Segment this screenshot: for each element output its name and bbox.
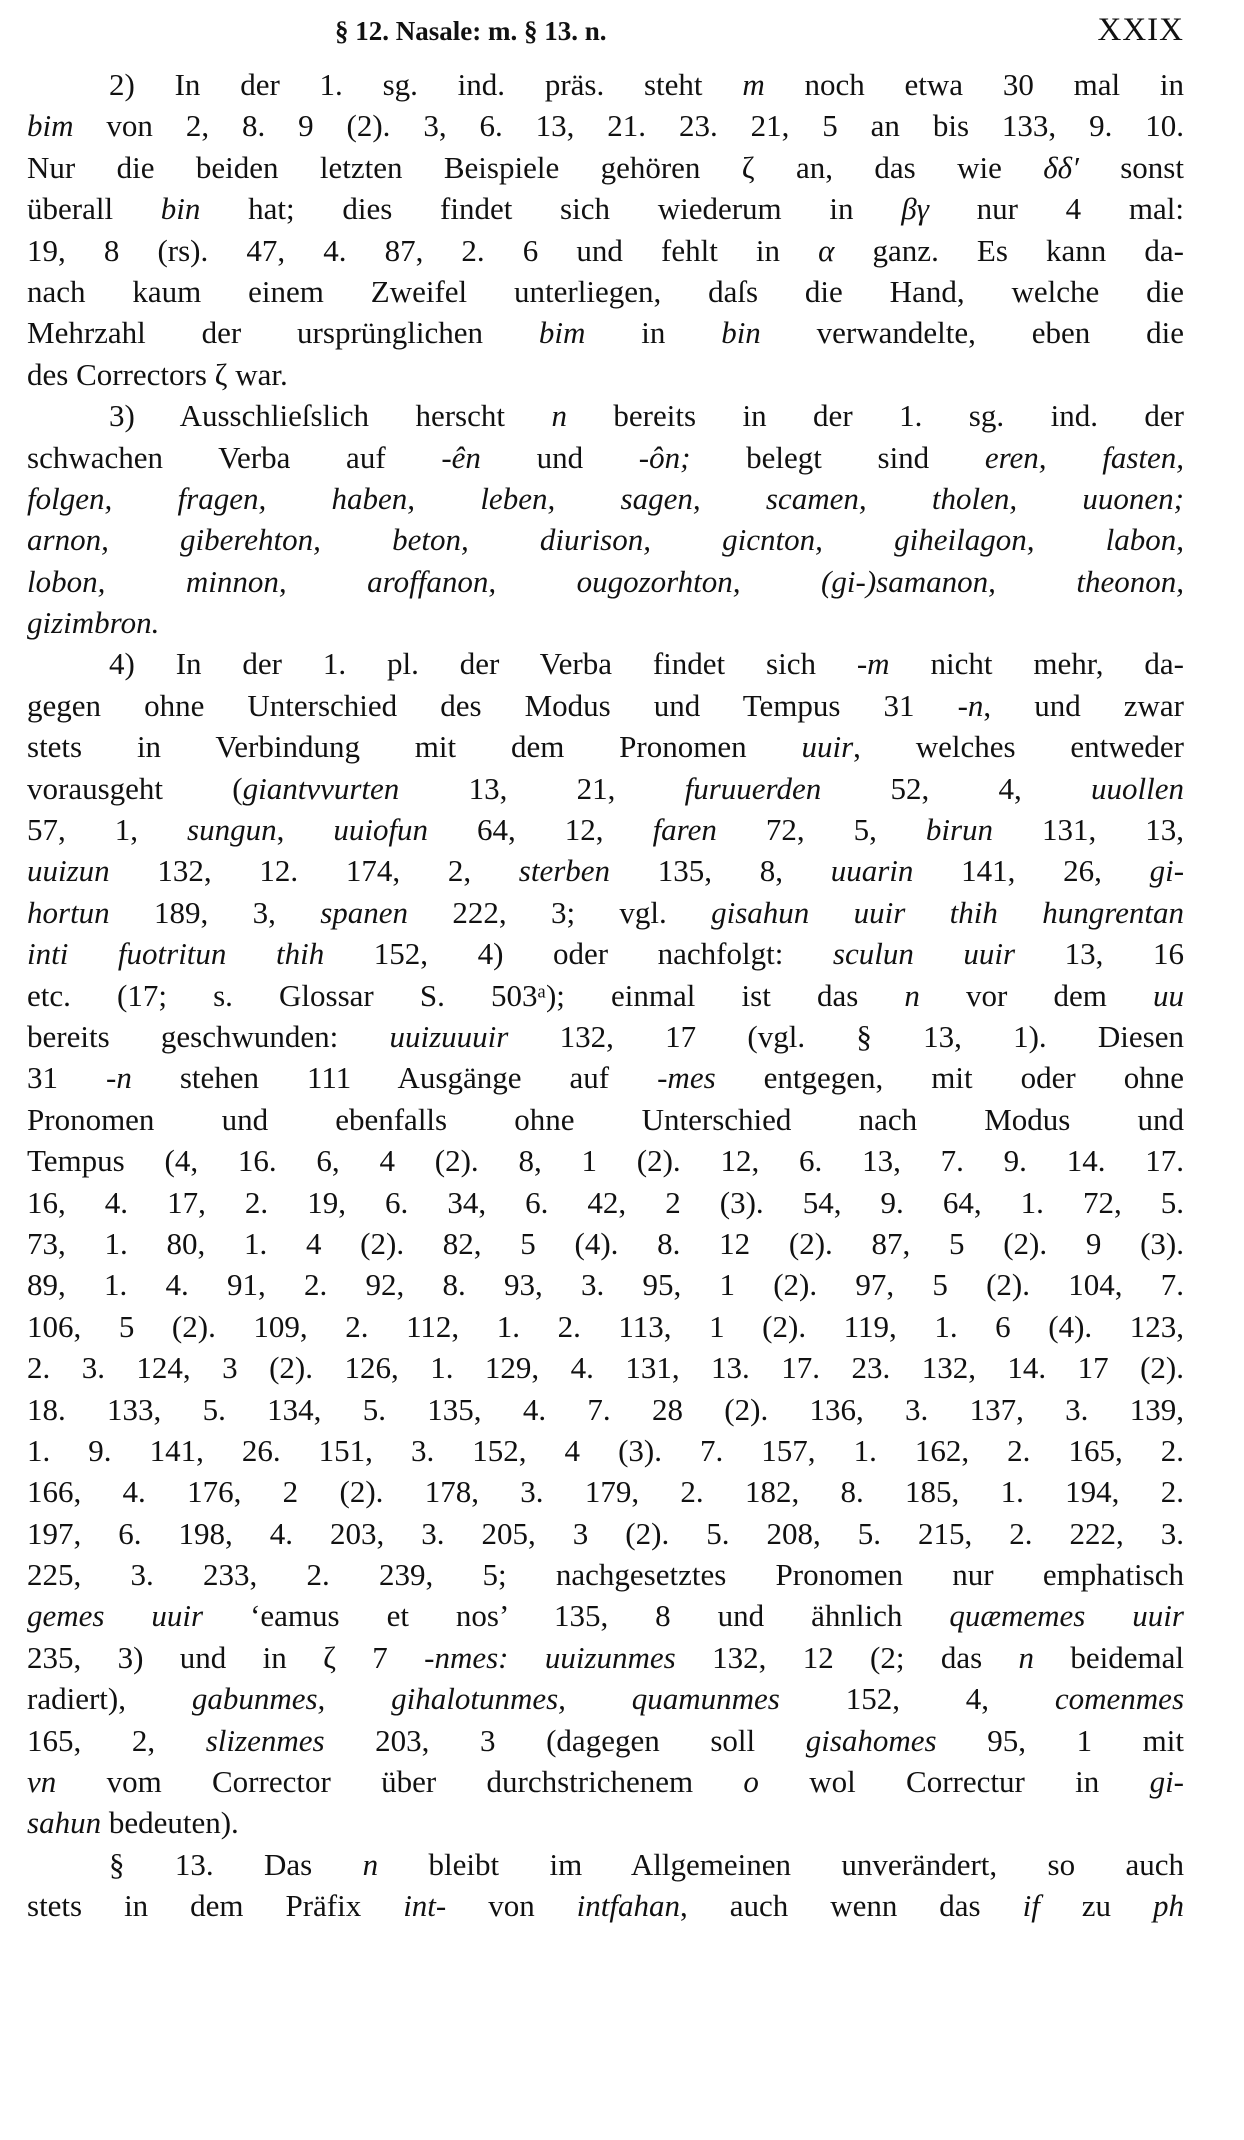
italic-term: uuiofun	[333, 812, 429, 848]
italic-term: o	[743, 1764, 759, 1800]
italic-term: birun	[925, 812, 994, 848]
text-run: beidemal	[1034, 1639, 1184, 1675]
italic-term: n	[551, 398, 567, 434]
text-run: 18. 133, 5. 134, 5. 135, 4. 7. 28 (2). 136, 3. 137, 3. 139,	[27, 1391, 1184, 1427]
text-line	[27, 1637, 1184, 1678]
italic-term: if	[1022, 1888, 1040, 1924]
text-run: 166, 4. 176, 2 (2). 178, 3. 179, 2. 182, 8. 185, 1. 194, 2.	[27, 1474, 1184, 1510]
italic-term: -m	[856, 646, 890, 682]
italic-term: eren, fasten,	[984, 439, 1185, 475]
text-line	[27, 1430, 1184, 1471]
italic-term: uuir	[801, 729, 854, 765]
text-run: § 13. Das	[109, 1846, 363, 1882]
text-run: Tempus (4, 16. 6, 4 (2). 8, 1 (2). 12, 6. 13, 7. 9. 14. 17.	[27, 1143, 1184, 1179]
italic-term: sahun	[27, 1805, 102, 1841]
text-run: 189, 3,	[109, 894, 321, 930]
text-run: 132, 12 (2; das	[675, 1639, 1019, 1675]
italic-term: spanen	[320, 894, 409, 930]
text-run: stets in Verbindung mit dem Pronomen	[27, 729, 802, 765]
text-line	[27, 1347, 1184, 1388]
text-line	[27, 1223, 1184, 1264]
text-run: 19, 8 (rs). 47, 4. 87, 2. 6 und fehlt in	[27, 232, 819, 268]
text-run: 64, 12,	[428, 812, 653, 848]
italic-term: hortun	[27, 894, 110, 930]
italic-term: uuizun	[27, 853, 110, 889]
text-line	[27, 561, 1184, 602]
text-run: entgegen, mit oder ohne	[715, 1060, 1184, 1096]
text-line	[27, 1140, 1184, 1181]
text-line	[27, 519, 1184, 560]
text-run: 141, 26,	[913, 853, 1150, 889]
body-text	[27, 64, 1184, 1927]
text-run: gegen ohne Unterschied des Modus und Tempus 31	[27, 687, 958, 723]
italic-term: bim	[538, 315, 586, 351]
italic-term: -nmes:	[424, 1639, 509, 1675]
text-line	[27, 354, 1184, 395]
italic-term: n	[362, 1846, 379, 1882]
italic-term: int-	[403, 1888, 447, 1924]
text-run: vorausgeht (	[27, 770, 243, 806]
text-run: von 2, 8. 9 (2). 3, 6. 13, 21. 23. 21, 5 an bis 133, 9. 10.	[73, 108, 1184, 144]
italic-term: δδ′	[1043, 149, 1079, 185]
italic-term: n	[904, 977, 920, 1013]
text-line	[27, 437, 1184, 478]
text-run: ,	[276, 812, 334, 848]
running-title: § 12. Nasale: m. § 13. n.	[335, 16, 607, 46]
text-run: , und zwar	[983, 687, 1185, 723]
text-run: von	[446, 1888, 577, 1924]
italic-term: furuuerden	[684, 770, 822, 806]
text-line	[27, 1389, 1184, 1430]
text-run: radiert),	[27, 1681, 192, 1717]
text-run: 131, 13,	[993, 812, 1185, 848]
text-run: sonst	[1078, 149, 1184, 185]
italic-term: sculun uuir	[832, 936, 1016, 972]
text-run: 235, 3) und in ζ 7	[27, 1639, 425, 1675]
text-line	[27, 312, 1184, 353]
text-line	[27, 1761, 1184, 1802]
italic-term: -n	[957, 687, 984, 723]
text-line	[27, 643, 1184, 684]
italic-term: -ôn;	[638, 439, 691, 475]
text-run: stehen 111 Ausgänge auf	[131, 1060, 658, 1096]
text-line	[27, 1844, 1184, 1885]
text-run: 95, 1 mit	[936, 1722, 1185, 1758]
text-line	[27, 64, 1184, 105]
italic-term: α	[818, 232, 835, 268]
text-line	[27, 1471, 1184, 1512]
italic-term: gi-	[1149, 1764, 1184, 1800]
text-line	[27, 1678, 1184, 1719]
text-line	[27, 809, 1184, 850]
text-run: belegt sind	[690, 439, 985, 475]
italic-term: arnon, giberehton, beton, diurison, gicnton, giheilagon, labon,	[27, 522, 1184, 558]
text-line	[27, 1554, 1184, 1595]
text-run: , auch wenn das	[680, 1888, 1023, 1924]
text-run: 4) In der 1. pl. der Verba findet sich	[109, 646, 857, 682]
text-run: hat; dies findet sich wiederum in	[200, 191, 902, 227]
italic-term: gisahomes	[805, 1722, 937, 1758]
italic-term: -ên	[441, 439, 481, 475]
text-run: 165, 2,	[27, 1722, 206, 1758]
italic-term: n	[1018, 1639, 1035, 1675]
text-run: in	[585, 315, 722, 351]
text-line	[27, 933, 1184, 974]
text-run: 2. 3. 124, 3 (2). 126, 1. 129, 4. 131, 13. 17. 23. 132, 14. 17 (2).	[27, 1350, 1184, 1386]
text-line	[27, 1802, 1184, 1843]
text-run: 152, 4) oder nachfolgt:	[324, 936, 833, 972]
text-line	[27, 395, 1184, 436]
text-line	[27, 1720, 1184, 1761]
text-run: 197, 6. 198, 4. 203, 3. 205, 3 (2). 5. 208, 5. 215, 2. 222, 3.	[27, 1515, 1184, 1551]
italic-term: gizimbron.	[27, 605, 160, 641]
italic-term: lobon, minnon, aroffanon, ougozorhton, (gi-)samanon, theonon,	[27, 563, 1184, 599]
text-line	[27, 892, 1184, 933]
text-run: vor dem	[919, 977, 1153, 1013]
italic-term: folgen, fragen, haben, leben, sagen, scamen, tholen, uuonen;	[27, 480, 1184, 516]
text-run: nur 4 mal:	[928, 191, 1185, 227]
italic-term: slizenmes	[205, 1722, 325, 1758]
text-run: 3) Ausschlieſslich herscht	[109, 398, 552, 434]
text-line	[27, 602, 1184, 643]
italic-term: bin	[721, 315, 761, 351]
text-line	[27, 685, 1184, 726]
text-run: stets in dem Präfix	[27, 1888, 404, 1924]
text-line	[27, 478, 1184, 519]
text-line	[27, 1057, 1184, 1098]
italic-term: -n	[106, 1060, 132, 1096]
text-run: 222, 3; vgl.	[408, 894, 712, 930]
italic-term: intfahan	[576, 1888, 681, 1924]
text-run: bedeuten).	[101, 1805, 239, 1841]
text-run: ganz. Es kann da-	[834, 232, 1184, 268]
text-line	[27, 1885, 1184, 1926]
text-run: 57, 1,	[27, 812, 187, 848]
text-line	[27, 188, 1184, 229]
text-run: 132, 12. 174, 2,	[109, 853, 519, 889]
text-run: bereits geschwunden:	[27, 1018, 390, 1054]
italic-term: gabunmes, gihalotunmes, quamunmes	[191, 1681, 780, 1717]
text-line	[27, 1595, 1184, 1636]
text-run: nicht mehr, da-	[889, 646, 1184, 682]
text-run: und	[480, 439, 639, 475]
text-run: des Correctors ζ war.	[27, 356, 288, 392]
running-header	[0, 10, 1244, 54]
italic-term: -mes	[657, 1060, 716, 1096]
italic-term: faren	[652, 812, 717, 848]
italic-term: uuollen	[1091, 770, 1184, 806]
text-run: 2) In der 1. sg. ind. präs. steht	[109, 67, 743, 102]
text-run: verwandelte, eben die	[760, 315, 1184, 351]
text-run: 13, 16	[1015, 936, 1184, 972]
text-run: Mehrzahl der ursprünglichen	[27, 315, 539, 351]
italic-term: uu	[1153, 977, 1184, 1013]
text-line	[27, 975, 1184, 1016]
text-run: 73, 1. 80, 1. 4 (2). 82, 5 (4). 8. 12 (2). 87, 5 (2). 9 (3).	[27, 1225, 1184, 1261]
text-run: 52, 4,	[821, 770, 1091, 806]
text-run: etc. (17; s. Glossar S. 503ᵃ); einmal ist das	[27, 977, 905, 1013]
italic-term: bim	[27, 108, 74, 144]
text-run: bleibt im Allgemeinen unverändert, so auch	[378, 1846, 1184, 1882]
text-line	[27, 105, 1184, 146]
text-run: 203, 3 (dagegen soll	[324, 1722, 806, 1758]
text-line	[27, 726, 1184, 767]
text-line	[27, 1182, 1184, 1223]
text-run: 13, 21,	[399, 770, 685, 806]
text-line	[27, 1264, 1184, 1305]
italic-term: sterben	[518, 853, 611, 889]
italic-term: sungun	[187, 812, 277, 848]
italic-term: comenmes	[1054, 1681, 1185, 1717]
italic-term: m	[742, 67, 765, 102]
text-line	[27, 1099, 1184, 1140]
italic-term: inti fuotritun thih	[27, 936, 325, 972]
text-run: , welches entweder	[853, 729, 1184, 765]
text-run: 72, 5,	[716, 812, 926, 848]
text-run: 89, 1. 4. 91, 2. 92, 8. 93, 3. 95, 1 (2). 97, 5 (2). 104, 7.	[27, 1267, 1184, 1303]
text-run: schwachen Verba auf	[27, 439, 442, 475]
text-run: 225, 3. 233, 2. 239, 5; nachgesetztes Pronomen nur emphatisch	[27, 1557, 1184, 1593]
text-line	[27, 271, 1184, 312]
text-run: 31	[27, 1060, 107, 1096]
italic-term: vn	[27, 1764, 57, 1800]
italic-term: gi-	[1149, 853, 1185, 889]
text-run: zu	[1039, 1888, 1154, 1924]
text-run: Nur die beiden letzten Beispiele gehören ζ an, das wie	[27, 149, 1044, 185]
text-run: vom Corrector über durchstrichenem	[56, 1764, 744, 1800]
italic-term: ph	[1153, 1888, 1185, 1924]
text-line	[27, 230, 1184, 271]
text-run	[509, 1640, 545, 1675]
text-run: 135, 8,	[610, 853, 831, 889]
italic-term: bin	[160, 191, 201, 227]
italic-term: gisahun uuir thih hungrentan	[711, 894, 1184, 930]
text-line	[27, 850, 1184, 891]
text-line	[27, 147, 1184, 188]
text-run: 106, 5 (2). 109, 2. 112, 1. 2. 113, 1 (2). 119, 1. 6 (4). 123,	[27, 1308, 1184, 1344]
italic-term: giantvvurten	[242, 770, 400, 806]
text-run: 132, 17 (vgl. § 13, 1). Diesen	[508, 1018, 1184, 1054]
text-run: ‘eamus et nos’ 135, 8 und ähnlich	[203, 1598, 950, 1634]
text-run: bereits in der 1. sg. ind. der	[566, 398, 1184, 434]
text-run: nach kaum einem Zweifel unterliegen, daſs die Hand, welche die	[27, 273, 1184, 309]
text-run: 16, 4. 17, 2. 19, 6. 34, 6. 42, 2 (3). 54, 9. 64, 1. 72, 5.	[27, 1184, 1184, 1220]
text-line	[27, 1513, 1184, 1554]
italic-term: uuizuuuir	[389, 1018, 509, 1054]
text-line	[27, 1016, 1184, 1057]
italic-term: uuizunmes	[544, 1639, 676, 1675]
italic-term: βγ	[901, 191, 929, 227]
text-run: Pronomen und ebenfalls ohne Unterschied nach Modus und	[27, 1101, 1184, 1137]
page-number: XXIX	[1097, 12, 1184, 48]
italic-term: uuarin	[830, 853, 914, 889]
text-run: noch etwa 30 mal in	[764, 67, 1184, 102]
italic-term: quæmemes uuir	[949, 1598, 1184, 1634]
text-line	[27, 1306, 1184, 1347]
text-run: 1. 9. 141, 26. 151, 3. 152, 4 (3). 7. 157, 1. 162, 2. 165, 2.	[27, 1432, 1184, 1468]
text-run: 152, 4,	[779, 1681, 1055, 1717]
text-run: wol Correctur in	[758, 1764, 1150, 1800]
text-line	[27, 768, 1184, 809]
italic-term: gemes uuir	[27, 1598, 204, 1634]
text-run: überall	[27, 191, 161, 227]
